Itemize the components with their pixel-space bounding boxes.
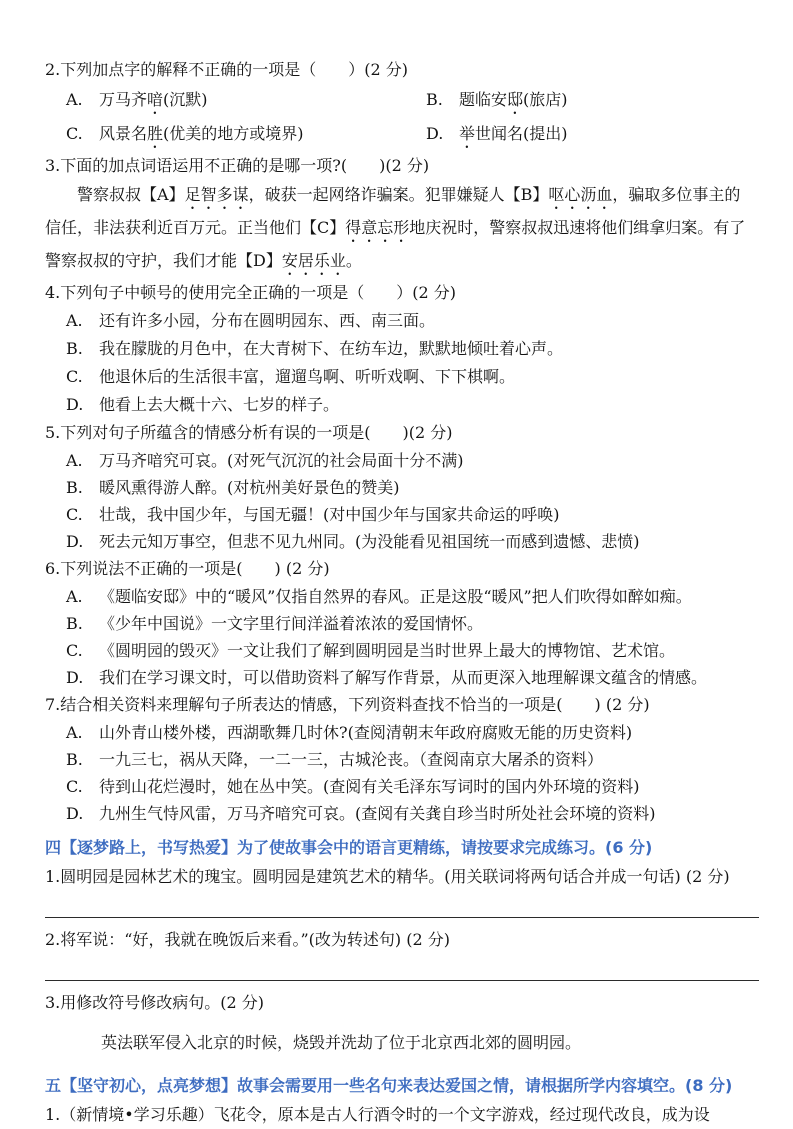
option-text: 万马齐喑(沉默) [99, 90, 208, 109]
section-4-q1: 1.圆明园是园林艺术的瑰宝。圆明园是建筑艺术的精华。(用关联词将两句话合并成一句话) (2 分) [45, 867, 730, 886]
answer-line [45, 954, 759, 981]
option-letter: D. [426, 124, 444, 143]
option-text: 他看上去大概十六、七岁的样子。 [99, 395, 340, 414]
question-4 [45, 279, 759, 419]
option-letter: C. [66, 641, 83, 660]
section-4-q3: 3.用修改符号修改病句。(2 分) [45, 993, 265, 1012]
section-4 [45, 833, 759, 1057]
section-4-q2: 2.将军说：“好，我就在晚饭后来看。”(改为转述句) (2 分) [45, 930, 450, 949]
option-letter: A. [66, 90, 83, 109]
section-5-q1: 1.（新情境•学习乐趣）飞花令，原本是古人行酒令时的一个文字游戏，经过现代改良，成为设 [45, 1105, 710, 1124]
option-letter: C. [66, 367, 83, 386]
option-c [45, 637, 759, 664]
answer-line [45, 891, 759, 918]
option-a [45, 307, 759, 335]
option-letter: C. [66, 505, 83, 524]
option-text: 我在朦胧的月色中，在大青树下、在纺车边，默默地倾吐着心声。 [99, 339, 564, 358]
option-text: 一九三七，祸从天降，一二一三，古城沦丧。（查阅南京大屠杀的资料） [99, 750, 604, 769]
option-b [45, 474, 759, 501]
option-text: 《圆明园的毁灭》一文让我们了解到圆明园是当时世界上最大的博物馆、艺术馆。 [99, 641, 676, 660]
option-text: 还有许多小园，分布在圆明园东、西、南三面。 [99, 311, 436, 330]
option-d [405, 118, 759, 152]
option-b [45, 610, 759, 637]
question-6 [45, 555, 759, 691]
option-a [45, 719, 759, 746]
option-letter: D. [66, 668, 84, 687]
section-4-header: 四【逐梦路上，书写热爱】为了使故事会中的语言更精练，请按要求完成练习。(6 分) [45, 838, 653, 857]
option-text: 《少年中国说》一文字里行间洋溢着浓浓的爱国情怀。 [99, 614, 484, 633]
option-d [45, 664, 759, 691]
option-letter: D. [66, 532, 84, 551]
option-letter: D. [66, 395, 84, 414]
option-text: 万马齐喑究可哀。(对死气沉沉的社会局面十分不满) [99, 451, 464, 470]
option-text: 风景名胜(优美的地方或境界) [99, 124, 304, 143]
option-b [45, 335, 759, 363]
option-a [45, 84, 405, 118]
option-letter: B. [66, 478, 83, 497]
question-3 [45, 152, 759, 279]
question-2 [45, 56, 759, 152]
paragraph-line: 警察叔叔【A】足智多谋，破获一起网络诈骗案。犯罪嫌疑人【B】呕心沥血，骗取多位事主的 [77, 185, 741, 204]
option-b [405, 84, 759, 118]
option-text: 死去元知万事空，但悲不见九州同。(为没能看见祖国统一而感到遗憾、悲愤) [99, 532, 640, 551]
option-letter: C. [66, 124, 83, 143]
question-stem: 6.下列说法不正确的一项是( ) (2 分) [45, 559, 330, 578]
option-c [45, 501, 759, 528]
sentence-to-correct: 英法联军侵入北京的时候，烧毁并洗劫了位于北京西北郊的圆明园。 [101, 1033, 582, 1052]
option-text: 《题临安邸》中的“暖风”仅指自然界的春风。正是这股“暖风”把人们吹得如醉如痴。 [99, 587, 692, 606]
option-letter: B. [66, 614, 83, 633]
question-options [45, 84, 759, 152]
question-stem: 7.结合相关资料来理解句子所表达的情感，下列资料查找不恰当的一项是( ) (2 分) [45, 695, 650, 714]
option-text: 题临安邸(旅店) [459, 90, 568, 109]
option-letter: B. [66, 750, 83, 769]
option-text: 举世闻名(提出) [459, 124, 568, 143]
question-5 [45, 419, 759, 555]
option-c [45, 118, 405, 152]
option-b [45, 746, 759, 773]
option-c [45, 363, 759, 391]
paragraph-line: 信任，非法获利近百万元。正当他们【C】得意忘形地庆祝时，警察叔叔迅速将他们缉拿归案。有了 [45, 218, 746, 237]
option-text: 待到山花烂漫时，她在丛中笑。(查阅有关毛泽东写词时的国内外环境的资料) [99, 777, 640, 796]
section-5 [45, 1071, 759, 1129]
option-letter: B. [66, 339, 83, 358]
option-letter: D. [66, 804, 84, 823]
question-stem: 4.下列句子中顿号的使用完全正确的一项是（ ）(2 分) [45, 283, 457, 302]
option-text: 我们在学习课文时，可以借助资料了解写作背景，从而更深入地理解课文蕴含的情感。 [99, 668, 708, 687]
option-text: 山外青山楼外楼，西湖歌舞几时休?(查阅清朝末年政府腐败无能的历史资料) [99, 723, 633, 742]
option-text: 暖风熏得游人醉。(对杭州美好景色的赞美) [99, 478, 400, 497]
option-d [45, 528, 759, 555]
option-d [45, 800, 759, 827]
question-stem: 5.下列对句子所蕴含的情感分析有误的一项是( )(2 分) [45, 423, 453, 442]
option-text: 九州生气恃风雷，万马齐喑究可哀。(查阅有关龚自珍当时所处社会环境的资料) [99, 804, 656, 823]
option-letter: A. [66, 311, 83, 330]
option-letter: A. [66, 723, 83, 742]
section-5-header: 五【坚守初心，点亮梦想】故事会需要用一些名句来表达爱国之情，请根据所学内容填空。(8 分) [45, 1076, 733, 1095]
option-a [45, 447, 759, 474]
question-stem: 3.下面的加点词语运用不正确的是哪一项?( )(2 分) [45, 156, 430, 175]
option-c [45, 773, 759, 800]
option-letter: C. [66, 777, 83, 796]
paragraph-line: 警察叔叔的守护，我们才能【D】安居乐业。 [45, 251, 362, 270]
option-d [45, 391, 759, 419]
question-7 [45, 691, 759, 827]
option-text: 他退休后的生活很丰富，遛遛鸟啊、听听戏啊、下下棋啊。 [99, 367, 516, 386]
option-a [45, 583, 759, 610]
option-letter: B. [426, 90, 443, 109]
option-text: 壮哉，我中国少年，与国无疆！(对中国少年与国家共命运的呼唤) [99, 505, 560, 524]
option-letter: A. [66, 451, 83, 470]
option-letter: A. [66, 587, 83, 606]
question-stem: 2.下列加点字的解释不正确的一项是（ ）(2 分) [45, 60, 409, 79]
